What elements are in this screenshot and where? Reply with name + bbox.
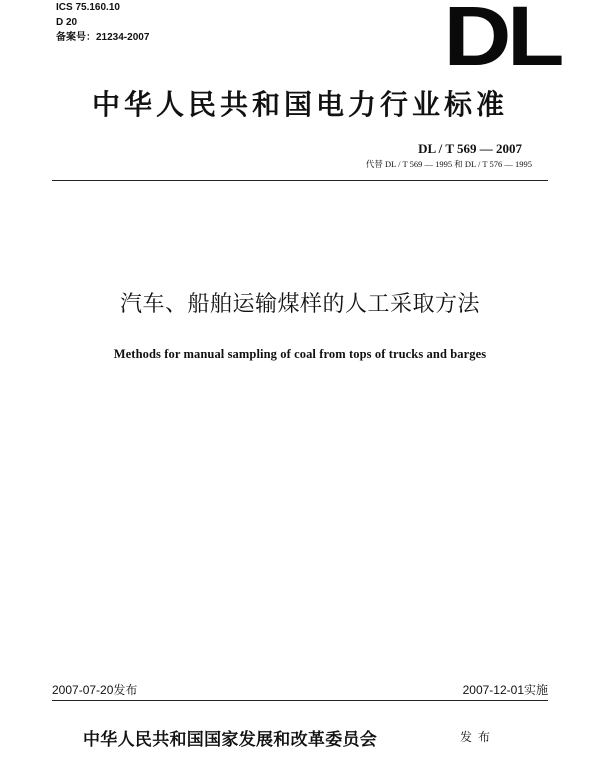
replaces-note: 代替 DL / T 569 — 1995 和 DL / T 576 — 1995 (365, 159, 532, 169)
issue-date: 2007-07-20发布 (52, 683, 138, 697)
classification-code: D 20 (56, 17, 78, 28)
bottom-divider (52, 700, 548, 701)
record-number: 备案号：21234-2007 (56, 32, 150, 43)
document-title-english: Methods for manual sampling of coal from tops of trucks and barges (113, 347, 487, 361)
dl-logo: DL (443, 0, 560, 83)
standard-number: DL / T 569 — 2007 (418, 141, 522, 156)
publish-label: 发布 (460, 730, 497, 744)
ics-code: ICS 75.160.10 (56, 2, 120, 13)
implementation-date: 2007-12-01实施 (462, 683, 548, 697)
document-title-chinese: 汽车、船舶运输煤样的人工采取方法 (119, 292, 480, 317)
standard-title: 中华人民共和国电力行业标准 (91, 88, 508, 121)
top-divider (52, 180, 548, 181)
publisher-name: 中华人民共和国国家发展和改革委员会 (83, 730, 378, 750)
